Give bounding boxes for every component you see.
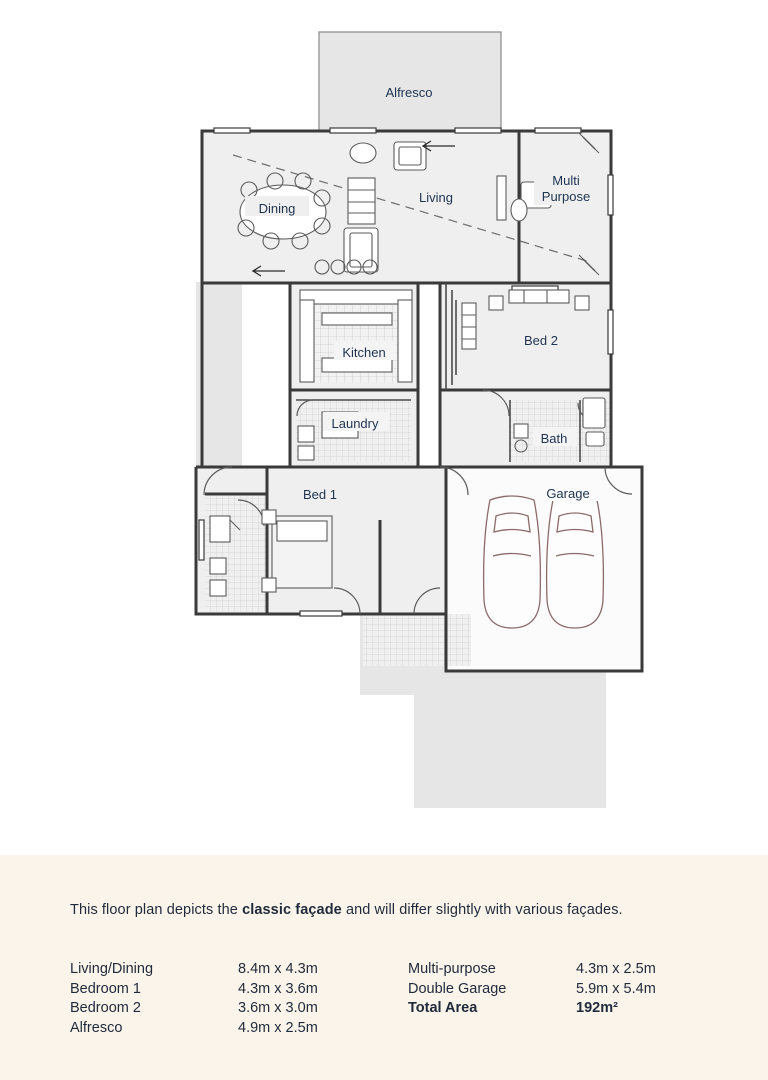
dimension-value: 5.9m x 5.4m <box>576 980 656 997</box>
dimension-value: 8.4m x 4.3m <box>238 961 318 977</box>
dimension-row <box>408 980 738 1000</box>
room-label <box>408 186 464 205</box>
dimension-value: 4.3m x 3.6m <box>238 980 318 997</box>
room-label <box>374 81 444 100</box>
dimensions-column-right <box>408 960 738 1019</box>
dimension-label: Bedroom 1 <box>70 980 141 997</box>
svg-text:Living: Living <box>419 190 453 205</box>
dimension-row <box>70 999 400 1019</box>
room-label <box>334 341 396 360</box>
room-label <box>294 483 348 502</box>
room-label <box>534 169 598 205</box>
dimension-label: Bedroom 2 <box>70 1000 141 1016</box>
room-label <box>538 482 600 501</box>
svg-text:Multi: Multi <box>552 173 580 188</box>
dimension-label: Double Garage <box>408 980 507 997</box>
dimension-value: 4.9m x 2.5m <box>238 1019 318 1036</box>
dimensions-column-left <box>70 960 400 1038</box>
facade-note <box>70 902 623 918</box>
svg-text:Kitchen: Kitchen <box>342 345 386 360</box>
room-label <box>245 196 309 216</box>
room-label <box>533 427 577 446</box>
legend-area <box>0 855 768 1080</box>
dimension-row <box>70 1019 400 1039</box>
dimension-row <box>70 960 400 980</box>
dimension-label: Multi-purpose <box>408 961 496 977</box>
total-area-value: 192m² <box>576 1000 618 1016</box>
room-label <box>512 329 570 348</box>
facade-note-suffix: and will differ slightly with various façades. <box>341 902 623 918</box>
svg-text:Purpose: Purpose <box>541 189 591 204</box>
svg-text:Alfresco: Alfresco <box>385 85 433 100</box>
facade-note-bold: classic façade <box>242 902 342 918</box>
dimension-value: 4.3m x 2.5m <box>576 961 656 977</box>
svg-text:Bed 2: Bed 2 <box>524 333 558 348</box>
dimension-label: Alfresco <box>70 1019 123 1036</box>
total-area-row <box>408 999 738 1019</box>
svg-text:Bed 1: Bed 1 <box>303 487 337 502</box>
svg-text:Garage: Garage <box>546 486 590 501</box>
room-label <box>323 412 389 431</box>
facade-note-prefix: This floor plan depicts the <box>70 902 243 918</box>
total-area-label: Total Area <box>408 1000 478 1016</box>
dimension-label: Living/Dining <box>70 961 154 977</box>
dimension-row <box>408 960 738 980</box>
svg-text:Dining: Dining <box>258 201 296 216</box>
dimension-row <box>70 980 400 1000</box>
svg-text:Laundry: Laundry <box>331 416 379 431</box>
svg-text:Bath: Bath <box>540 431 568 446</box>
dimension-value: 3.6m x 3.0m <box>238 1000 318 1016</box>
